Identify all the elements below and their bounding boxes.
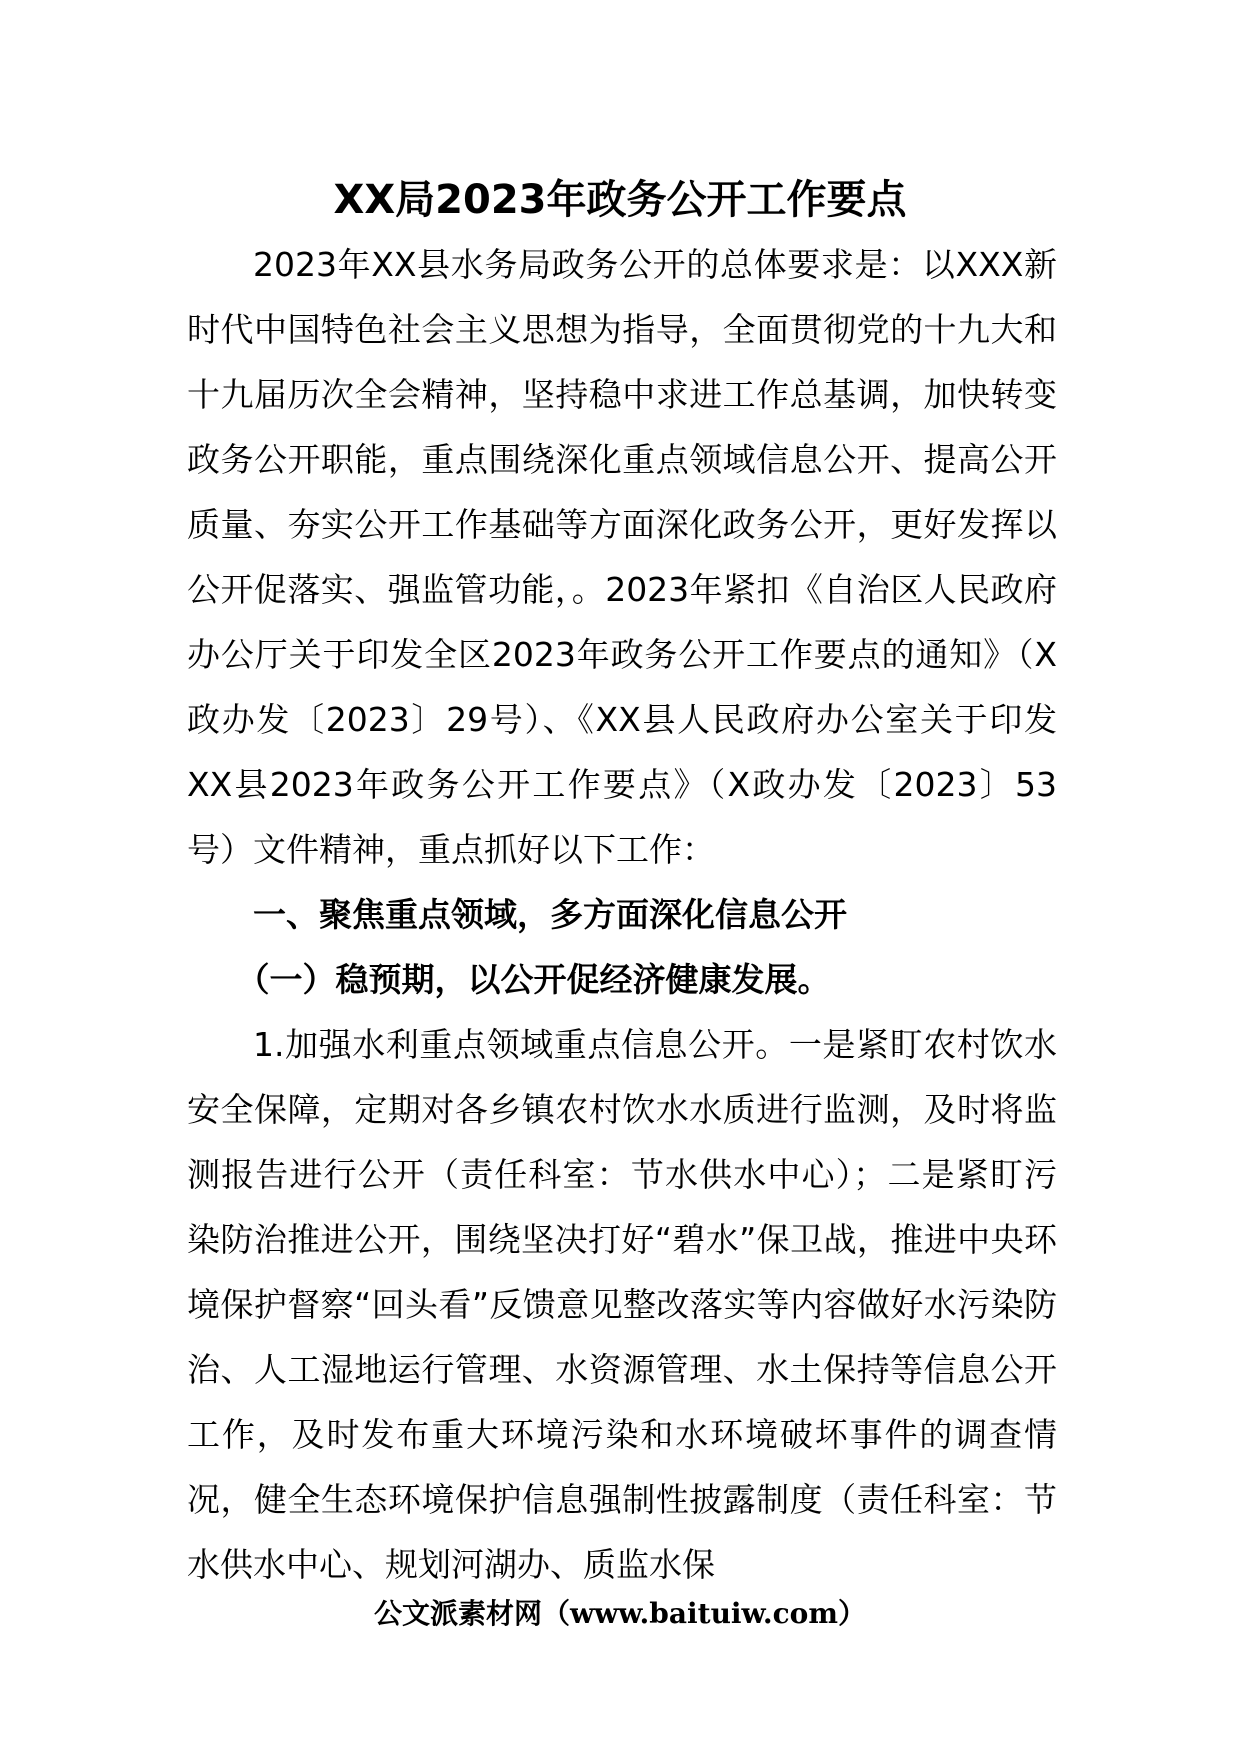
intro-paragraph: 2023年XX县水务局政务公开的总体要求是：以XXX新时代中国特色社会主义思想为指导，全面贯彻党的十九大和十九届历次全会精神，坚持稳中求进工作总基调，加快转变政务公开职能，重点围绕深化重点领域信息公开、提高公开质量、夯实公开工作基础等方面深化政务公开，更好发挥以公开促落实、强监管功能，。2023年紧扣《自治区人民政府办公厅关于印发全区2023年政务公开工作要点的通知》（X政办发〔2023〕29号）、《XX县人民政府办公室关于印发XX县2023年政务公开工作要点》（X政办发〔2023〕53号）文件精神，重点抓好以下工作： bbox=[187, 245, 1057, 869]
document-title: XX局2023年政务公开工作要点 bbox=[333, 177, 907, 223]
subsection-heading: （一）稳预期，以公开促经济健康发展。 bbox=[236, 960, 831, 999]
document-body bbox=[187, 232, 1057, 1597]
footer-watermark: 公文派素材网（www.baituiw.com） bbox=[374, 1597, 866, 1630]
item-paragraph: 1.加强水利重点领域重点信息公开。一是紧盯农村饮水安全保障，定期对各乡镇农村饮水水质进行监测，及时将监测报告进行公开（责任科室：节水供水中心）；二是紧盯污染防治推进公开，围绕坚决打好“碧水”保卫战，推进中央环境保护督察“回头看”反馈意见整改落实等内容做好水污染防治、人工湿地运行管理、水资源管理、水土保持等信息公开工作，及时发布重大环境污染和水环境破坏事件的调查情况，健全生态环境保护信息强制性披露制度（责任科室：节水供水中心、规划河湖办、质监水保 bbox=[187, 1025, 1057, 1584]
section-heading: 一、聚焦重点领域，多方面深化信息公开 bbox=[253, 895, 847, 934]
